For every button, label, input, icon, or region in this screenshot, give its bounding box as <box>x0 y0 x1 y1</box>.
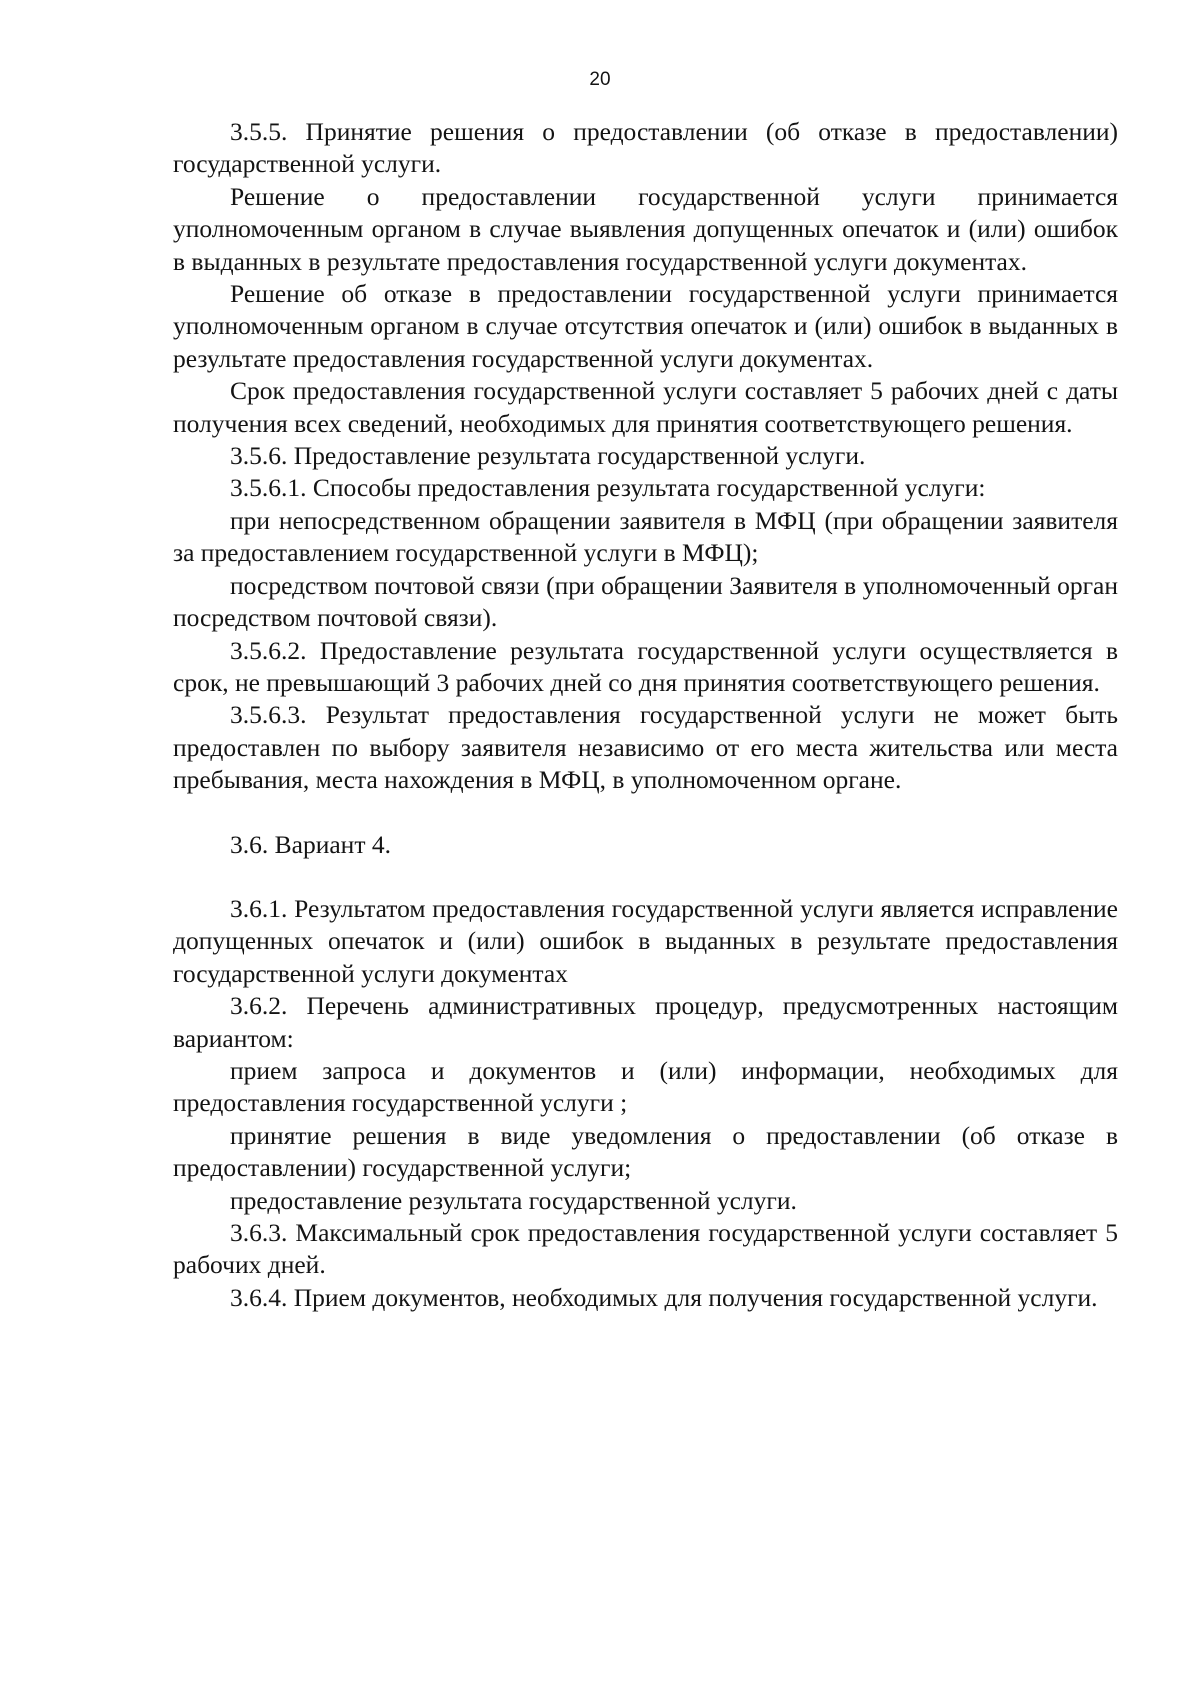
paragraph-3-5-6: 3.5.6. Предоставление результата государственной услуги. <box>230 441 866 471</box>
paragraph-3-5-6-2: 3.5.6.2. Предоставление результата государственной услуги осуществляется в срок, не превышающий 3 рабочих дней со дня принятия соответствующего решения. <box>173 635 1118 697</box>
document-body <box>173 116 1118 1314</box>
paragraph-procedure-result: предоставление результата государственной услуги. <box>230 1185 797 1215</box>
paragraph-3-6-2: 3.6.2. Перечень административных процедур, предусмотренных настоящим вариантом: <box>173 991 1118 1053</box>
paragraph-procedure-intake: прием запроса и документов и (или) информации, необходимых для предоставления государственной услуги ; <box>173 1055 1118 1118</box>
paragraph-3-5-5: 3.5.5. Принятие решения о предоставлении (об отказе в предоставлении) государственной услуги. <box>173 117 1118 179</box>
paragraph-3-6-1: 3.6.1. Результатом предоставления государственной услуги является исправление допущенных опечаток и (или) ошибок в выданных в результате предоставления государственной услуги документах <box>173 893 1118 988</box>
paragraph-3-6-3: 3.6.3. Максимальный срок предоставления государственной услуги составляет 5 рабочих дней. <box>173 1218 1118 1280</box>
paragraph-decision-term: Срок предоставления государственной услуги составляет 5 рабочих дней с даты получения всех сведений, необходимых для принятия соответствующего решения. <box>173 376 1118 438</box>
paragraph-3-6-4: 3.6.4. Прием документов, необходимых для получения государственной услуги. <box>230 1282 1098 1312</box>
paragraph-procedure-decision: принятие решения в виде уведомления о предоставлении (об отказе в предоставлении) государственной услуги; <box>173 1120 1118 1183</box>
paragraph-decision-grant: Решение о предоставлении государственной услуги принимается уполномоченным органом в случае выявления допущенных опечаток и (или) ошибок в выданных в результате предоставления государственной услуги документах. <box>173 181 1118 276</box>
paragraph-3-5-6-1: 3.5.6.1. Способы предоставления результата государственной услуги: <box>230 473 986 503</box>
paragraph-decision-refusal: Решение об отказе в предоставлении государственной услуги принимается уполномоченным органом в случае отсутствия опечаток и (или) ошибок в выданных в результате предоставления государственной услуги документах. <box>173 279 1118 373</box>
paragraph-method-mfc: при непосредственном обращении заявителя в МФЦ (при обращении заявителя за предоставлением государственной услуги в МФЦ); <box>173 505 1118 568</box>
section-heading-3-6: 3.6. Вариант 4. <box>230 829 391 859</box>
page-number: 20 <box>589 69 611 90</box>
paragraph-3-5-6-3: 3.5.6.3. Результат предоставления государственной услуги не может быть предоставлен по выбору заявителя независимо от его места жительства или места пребывания, места нахождения в МФЦ, в уполномоченном органе. <box>173 700 1118 795</box>
paragraph-method-post: посредством почтовой связи (при обращении Заявителя в уполномоченный орган посредством почтовой связи). <box>173 570 1118 633</box>
